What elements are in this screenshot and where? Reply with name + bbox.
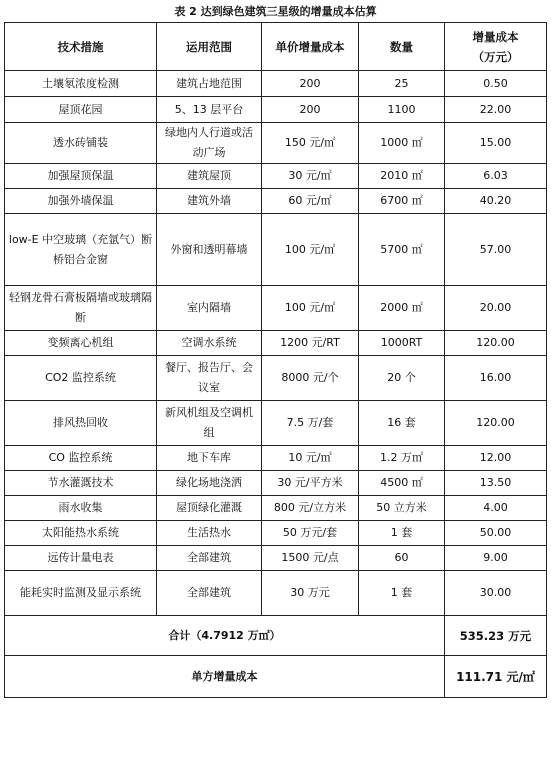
cell-scope: 绿化场地浇洒 [157,471,262,496]
table-caption-text: 表 2 达到绿色建筑三星级的增量成本估算 [174,5,377,18]
total-label: 合计（4.7912 万㎡） [5,616,445,656]
cell-scope: 全部建筑 [157,546,262,571]
header-increment-line2: （万元） [472,49,519,64]
table-row [5,331,547,356]
cell-unit-cost: 800 元/立方米 [262,496,359,521]
table-row [5,71,547,97]
cell-increment: 120.00 [445,401,547,446]
header-increment [445,23,547,71]
table-caption [0,4,551,20]
cell-measure: 加强屋顶保温 [5,164,157,189]
cell-quantity: 1 套 [359,571,445,616]
cell-increment: 0.50 [445,71,547,97]
cell-increment: 15.00 [445,123,547,164]
cell-scope: 绿地内人行道或活动广场 [157,123,262,164]
table-header-row [5,23,547,71]
cell-increment: 30.00 [445,571,547,616]
cell-unit-cost: 10 元/㎡ [262,446,359,471]
cell-quantity: 1000 ㎡ [359,123,445,164]
cell-quantity: 60 [359,546,445,571]
cell-quantity: 1 套 [359,521,445,546]
table-row [5,356,547,401]
per-unit-value: 111.71 元/㎡ [445,656,547,698]
cell-quantity: 6700 ㎡ [359,189,445,214]
cell-quantity: 20 个 [359,356,445,401]
cell-increment: 50.00 [445,521,547,546]
cell-unit-cost: 150 元/㎡ [262,123,359,164]
cell-quantity: 4500 ㎡ [359,471,445,496]
cell-scope: 室内隔墙 [157,286,262,331]
total-value: 535.23 万元 [445,616,547,656]
cell-scope: 外窗和透明幕墙 [157,214,262,286]
cell-unit-cost: 60 元/㎡ [262,189,359,214]
table-row [5,97,547,123]
table-row [5,189,547,214]
cost-estimate-table [4,22,547,698]
cell-increment: 57.00 [445,214,547,286]
cell-measure: 排风热回收 [5,401,157,446]
cell-unit-cost: 7.5 万/套 [262,401,359,446]
total-row [5,616,547,656]
table-row [5,286,547,331]
header-quantity: 数量 [359,23,445,71]
cell-scope: 屋顶绿化灌溉 [157,496,262,521]
cell-measure: 节水灌溉技术 [5,471,157,496]
cell-quantity: 25 [359,71,445,97]
cell-measure: 能耗实时监测及显示系统 [5,571,157,616]
cell-measure: CO 监控系统 [5,446,157,471]
cell-measure: 屋顶花园 [5,97,157,123]
cell-unit-cost: 1200 元/RT [262,331,359,356]
cell-measure: low-E 中空玻璃（充氩气）断桥铝合金窗 [5,214,157,286]
cell-quantity: 50 立方米 [359,496,445,521]
cell-unit-cost: 30 万元 [262,571,359,616]
cell-quantity: 2000 ㎡ [359,286,445,331]
table-row [5,446,547,471]
cell-quantity: 5700 ㎡ [359,214,445,286]
cell-measure: 变频离心机组 [5,331,157,356]
table-row [5,546,547,571]
cell-increment: 4.00 [445,496,547,521]
header-unit-cost: 单价增量成本 [262,23,359,71]
cell-quantity: 2010 ㎡ [359,164,445,189]
cell-quantity: 16 套 [359,401,445,446]
cell-quantity: 1100 [359,97,445,123]
table-row [5,164,547,189]
cell-measure: 透水砖铺装 [5,123,157,164]
cell-scope: 新风机组及空调机组 [157,401,262,446]
cell-measure: 加强外墙保温 [5,189,157,214]
cell-unit-cost: 1500 元/点 [262,546,359,571]
cell-increment: 12.00 [445,446,547,471]
cell-unit-cost: 8000 元/个 [262,356,359,401]
per-unit-label: 单方增量成本 [5,656,445,698]
cell-quantity: 1.2 万㎡ [359,446,445,471]
header-measure: 技术措施 [5,23,157,71]
cell-unit-cost: 50 万元/套 [262,521,359,546]
cell-increment: 16.00 [445,356,547,401]
cell-increment: 22.00 [445,97,547,123]
cell-scope: 地下车库 [157,446,262,471]
cell-scope: 建筑屋顶 [157,164,262,189]
cell-unit-cost: 200 [262,97,359,123]
cell-measure: 雨水收集 [5,496,157,521]
cell-increment: 6.03 [445,164,547,189]
cell-unit-cost: 30 元/㎡ [262,164,359,189]
table-row [5,571,547,616]
cell-scope: 建筑外墙 [157,189,262,214]
cell-unit-cost: 200 [262,71,359,97]
table-row [5,521,547,546]
cell-increment: 20.00 [445,286,547,331]
cell-measure: 轻钢龙骨石膏板隔墙或玻璃隔断 [5,286,157,331]
table-row [5,214,547,286]
table-row [5,401,547,446]
cell-increment: 9.00 [445,546,547,571]
table-row [5,496,547,521]
cell-scope: 全部建筑 [157,571,262,616]
table-row [5,471,547,496]
cell-measure: 远传计量电表 [5,546,157,571]
cell-unit-cost: 30 元/平方米 [262,471,359,496]
cell-increment: 40.20 [445,189,547,214]
cell-scope: 餐厅、报告厅、会议室 [157,356,262,401]
cell-measure: CO2 监控系统 [5,356,157,401]
header-scope: 运用范围 [157,23,262,71]
header-increment-line1: 增量成本 [472,29,519,44]
cell-scope: 空调水系统 [157,331,262,356]
cell-unit-cost: 100 元/㎡ [262,286,359,331]
cell-increment: 13.50 [445,471,547,496]
per-unit-row [5,656,547,698]
table-row [5,123,547,164]
cell-quantity: 1000RT [359,331,445,356]
cell-scope: 建筑占地范围 [157,71,262,97]
cell-measure: 太阳能热水系统 [5,521,157,546]
cell-measure: 土壤氡浓度检测 [5,71,157,97]
cell-unit-cost: 100 元/㎡ [262,214,359,286]
cell-increment: 120.00 [445,331,547,356]
cell-scope: 5、13 层平台 [157,97,262,123]
cell-scope: 生活热水 [157,521,262,546]
table-body [5,71,547,616]
